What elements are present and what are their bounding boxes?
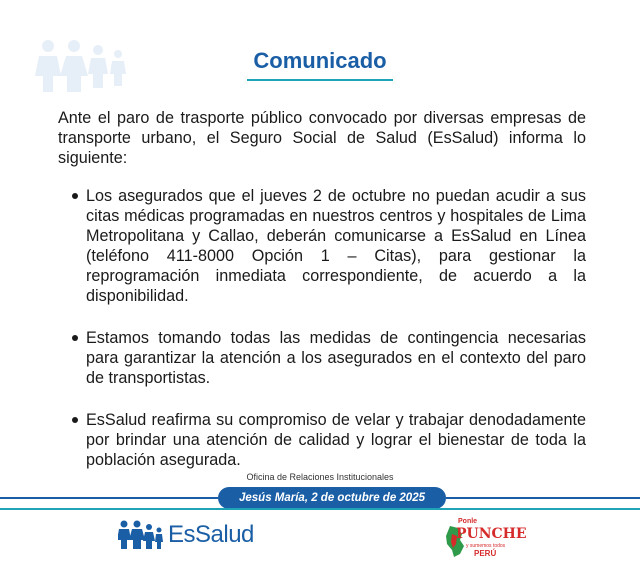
- page-title: Comunicado: [247, 48, 392, 81]
- bullet-text: Los asegurados que el jueves 2 de octubre no puedan acudir a sus citas médicas programadas en nuestros centros y hospitales de Lima Metropolitana y Callao, deberán comunicarse a EsSalud en Línea (teléfono 411-8000 Opción 1 – Citas), para gestionar la reprogramación inmediata correspondiente, de acuerdo a la disponibilidad.: [86, 187, 586, 305]
- logo-word-sumemos: y sumemos todos: [466, 543, 506, 549]
- bullet-text: Estamos tomando todas las medidas de contingencia necesarias para garantizar la atención a los asegurados en el contexto del paro de transportistas.: [86, 329, 586, 387]
- bullet-text: EsSalud reafirma su compromiso de velar y trabajar denodadamente por brindar una atención de calidad y lograr el bienestar de toda la población asegurada.: [86, 411, 586, 469]
- logo-word-peru: PERÚ: [474, 549, 497, 558]
- bullet-list: [70, 186, 586, 492]
- logo-word-punche: PUNCHE: [456, 526, 527, 542]
- bullet-item: [70, 186, 586, 306]
- bullet-item: [70, 410, 586, 470]
- bullet-icon: [72, 193, 78, 199]
- bullet-icon: [72, 417, 78, 423]
- footer: [0, 512, 640, 567]
- logo-word-ponle: Ponle: [458, 518, 478, 525]
- ponle-punche-logo: [444, 518, 527, 560]
- family-icon: [118, 520, 164, 550]
- essalud-logo: [118, 520, 254, 550]
- footer-divider: [0, 508, 640, 510]
- divider-left: [0, 497, 218, 499]
- office-name: Oficina de Relaciones Institucionales: [246, 472, 394, 482]
- date-badge: Jesús María, 2 de octubre de 2025: [218, 487, 446, 509]
- intro-paragraph: Ante el paro de trasporte público convocado por diversas empresas de transporte urbano, el Seguro Social de Salud (EsSalud) informa lo siguiente:: [58, 109, 586, 167]
- bullet-icon: [72, 335, 78, 341]
- divider-right: [446, 497, 640, 499]
- bullet-item: [70, 328, 586, 388]
- title-area: [0, 48, 640, 81]
- essalud-logo-text: EsSalud: [168, 521, 254, 548]
